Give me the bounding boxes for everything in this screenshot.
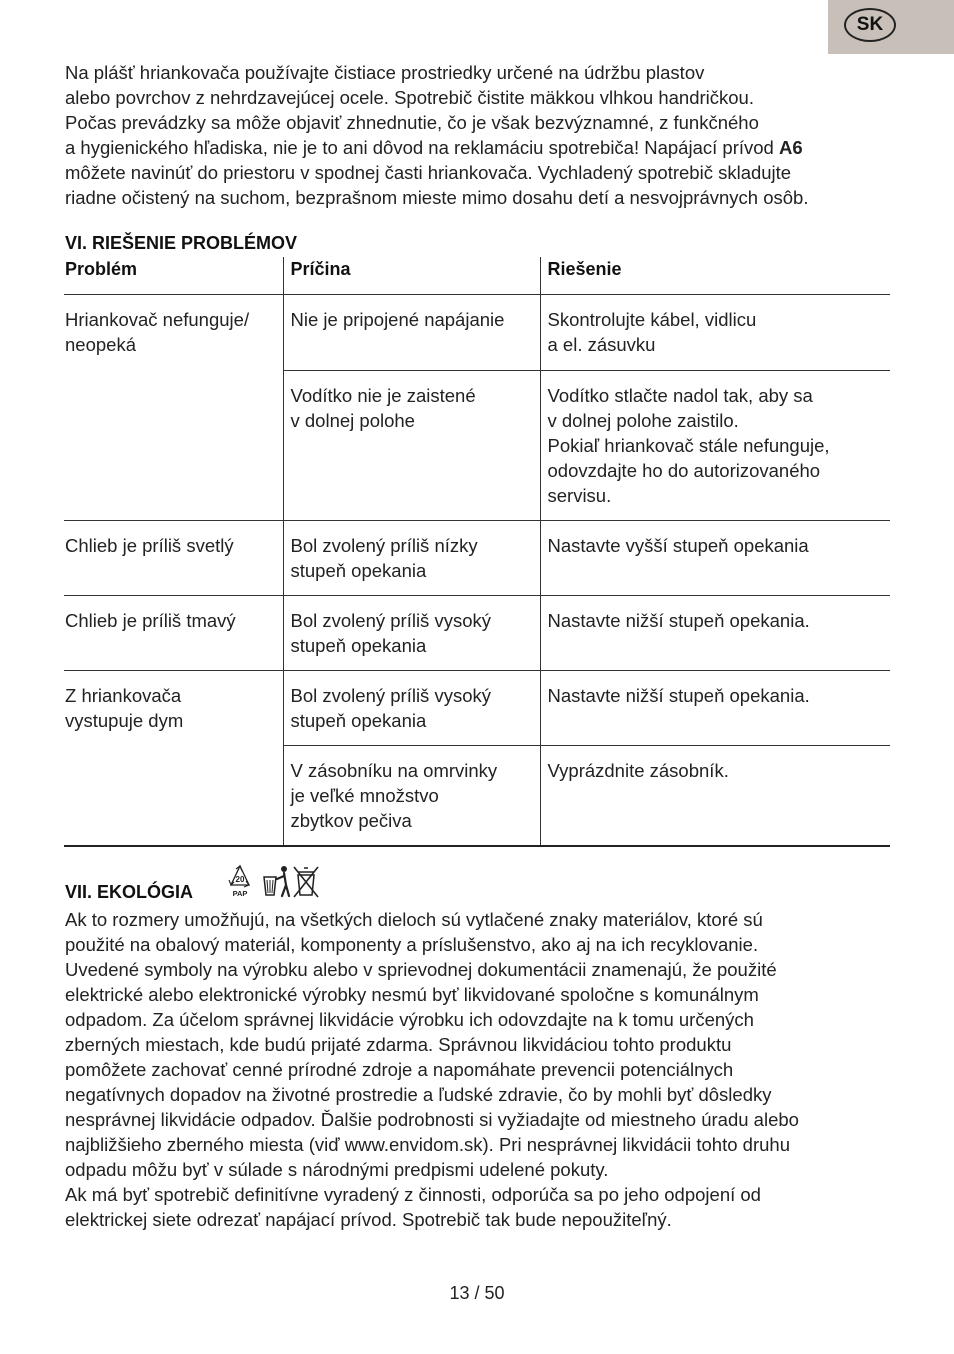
cell-line: Vodítko stlačte nadol tak, aby sa (547, 385, 813, 406)
cell-line: Z hriankovača (65, 685, 182, 706)
solution-cell (540, 671, 890, 746)
paragraph-line: riadne očistený na suchom, bezprašnom mieste mimo dosahu detí a nesvojprávnych osôb. (65, 187, 809, 208)
cell-line: a el. zásuvku (547, 334, 656, 355)
cell-line: v dolnej polohe (290, 410, 415, 431)
cell-line: neopeká (65, 334, 136, 355)
table-row (64, 295, 890, 371)
table-row (64, 521, 890, 596)
column-header-cause: Príčina (283, 257, 540, 295)
paragraph-line: odpadom. Za účelom správnej likvidácie výrobku ich odovzdajte na k tomu určených (65, 1009, 754, 1030)
paragraph-line: pomôžete zachovať cenné prírodné zdroje a napomáhate prevencii potenciálnych (65, 1059, 734, 1080)
cell-line: Nastavte nižší stupeň opekania. (547, 610, 810, 631)
solution-cell (540, 371, 890, 521)
tidyman-bin-icon (264, 866, 289, 896)
troubleshooting-table (64, 257, 890, 847)
cell-line: odovzdajte ho do autorizovaného (547, 460, 821, 481)
column-header-problem: Problém (64, 257, 283, 295)
paragraph-line: alebo povrchov z nehrdzavejúcej ocele. Spotrebič čistite mäkkou vlhkou handričkou. (65, 87, 754, 108)
cell-line: Hriankovač nefunguje/ (65, 309, 250, 330)
paragraph-line: použité na obalový materiál, komponenty a príslušenstvo, ako aj na ich recyklovanie. (65, 934, 759, 955)
page-number: 13 / 50 (449, 1283, 505, 1303)
cell-line: zbytkov pečiva (290, 810, 412, 831)
table-row (64, 671, 890, 746)
cell-line: Bol zvolený príliš nízky (290, 535, 478, 556)
paragraph-line: elektrickej siete odrezať napájací prívod. Spotrebič tak bude nepoužiteľný. (65, 1209, 672, 1230)
language-tab (828, 0, 954, 54)
part-reference: A6 (778, 137, 803, 158)
cell-line: Vodítko nie je zaistené (290, 385, 476, 406)
problem-cell (64, 596, 283, 671)
paragraph-line: môžete navinúť do priestoru v spodnej časti hriankovača. Vychladený spotrebič skladujte (65, 162, 792, 183)
paragraph-line: Ak to rozmery umožňujú, na všetkých dieloch sú vytlačené znaky materiálov, ktoré sú (65, 909, 763, 930)
cell-line: Chlieb je príliš tmavý (65, 610, 236, 631)
solution-cell (540, 521, 890, 596)
paragraph-line: Počas prevádzky sa môže objaviť zhnednutie, čo je však bezvýznamné, z funkčného (65, 112, 759, 133)
cell-line: Bol zvolený príliš vysoký (290, 685, 491, 706)
problem-cell (64, 671, 283, 847)
cell-line: v dolnej polohe zaistilo. (547, 410, 739, 431)
cell-line: stupeň opekania (290, 710, 427, 731)
cell-line: Bol zvolený príliš vysoký (290, 610, 491, 631)
paragraph-line: nesprávnej likvidácie odpadov. Ďalšie podrobnosti si vyžiadajte od miestneho úradu alebo (65, 1109, 799, 1130)
paragraph-line-text: a hygienického hľadiska, nie je to ani dôvod na reklamáciu spotrebiča! Napájací prívod (65, 137, 779, 158)
problem-cell (64, 295, 283, 521)
paragraph-line: najbližšieho zberného miesta (viď www.envidom.sk). Pri nesprávnej likvidácii tohto druhu (65, 1134, 790, 1155)
solution-cell (540, 596, 890, 671)
cell-line: servisu. (547, 485, 612, 506)
cell-line: Nastavte vyšší stupeň opekania (547, 535, 809, 556)
cell-line: Nie je pripojené napájanie (290, 309, 505, 330)
cell-line: Chlieb je príliš svetlý (65, 535, 234, 556)
recycle-number: 20 (235, 875, 245, 884)
cause-cell (283, 371, 540, 521)
crossed-out-bin-icon (294, 867, 318, 897)
cell-line: Vyprázdnite zásobník. (547, 760, 729, 781)
problem-cell (64, 521, 283, 596)
cell-line: Pokiaľ hriankovač stále nefunguje, (547, 435, 830, 456)
column-header-solution: Riešenie (540, 257, 890, 295)
solution-cell (540, 295, 890, 371)
paragraph-line: Na plášť hriankovača používajte čistiace prostriedky určené na údržbu plastov (65, 62, 705, 83)
cell-line: vystupuje dym (65, 710, 184, 731)
cell-line: je veľké množstvo (290, 785, 439, 806)
cell-line: Nastavte nižší stupeň opekania. (547, 685, 810, 706)
cause-cell (283, 596, 540, 671)
cell-line: stupeň opekania (290, 560, 427, 581)
language-badge: SK (844, 8, 896, 42)
cause-cell (283, 746, 540, 847)
cell-line: Skontrolujte kábel, vidlicu (547, 309, 757, 330)
paragraph-line: Ak má byť spotrebič definitívne vyradený z činnosti, odporúča sa po jeho odpojení od (65, 1184, 761, 1205)
paragraph-line (65, 135, 895, 160)
ecology-title: VII. EKOLÓGIA (65, 882, 194, 902)
ecology-paragraph (65, 907, 895, 1232)
recycling-pap-icon (229, 866, 249, 898)
care-instructions-paragraph (65, 60, 895, 210)
cell-line: V zásobníku na omrvinky (290, 760, 498, 781)
cell-line: stupeň opekania (290, 635, 427, 656)
ecology-icons (226, 863, 322, 903)
cause-cell (283, 295, 540, 371)
paragraph-line: negatívnych dopadov na životné prostredie a ľudské zdravie, čo by mohli byť dôsledky (65, 1084, 772, 1105)
paragraph-line: odpadu môžu byť v súlade s národnými predpismi udelené pokuty. (65, 1159, 609, 1180)
solution-cell (540, 746, 890, 847)
table-row (64, 596, 890, 671)
recycle-code: PAP (232, 889, 248, 898)
paragraph-line: Uvedené symboly na výrobku alebo v sprievodnej dokumentácii znamenajú, že použité (65, 959, 777, 980)
cause-cell (283, 671, 540, 746)
table-header-row (64, 257, 890, 295)
troubleshooting-title: VI. RIEŠENIE PROBLÉMOV (65, 233, 298, 253)
paragraph-line: elektrické alebo elektronické výrobky nesmú byť likvidované spoločne s komunálnym (65, 984, 759, 1005)
paragraph-line: zberných miestach, kde budú prijaté zdarma. Správnou likvidáciou tohto produktu (65, 1034, 732, 1055)
cause-cell (283, 521, 540, 596)
